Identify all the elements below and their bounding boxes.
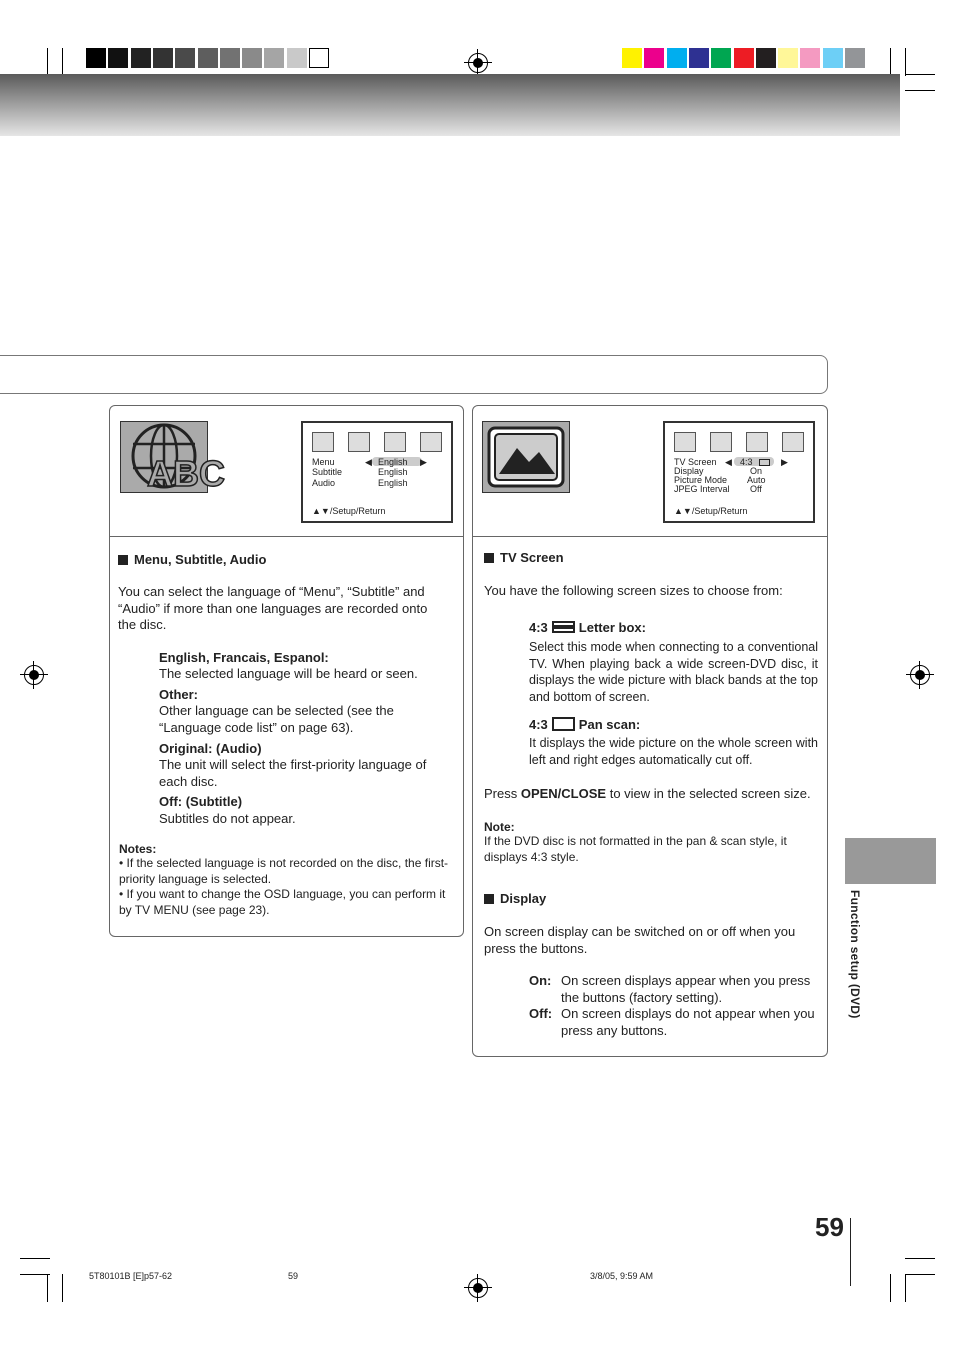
note-title: Note:: [484, 820, 515, 834]
crop-mark: [62, 48, 63, 76]
osd-value: Auto: [747, 475, 766, 485]
picture-icon: [348, 432, 370, 452]
osd-value: English: [378, 457, 408, 467]
osd-label: Audio: [312, 478, 336, 488]
color-swatch: [175, 48, 195, 68]
color-swatch: [845, 48, 865, 68]
footer-file: 5T80101B [E]p57-62: [89, 1271, 173, 1281]
color-swatch: [153, 48, 173, 68]
mountain-picture-icon: [482, 421, 570, 493]
notes-title: Notes:: [119, 842, 157, 856]
section-heading: TV Screen: [484, 550, 564, 567]
crop-mark: [890, 1274, 891, 1302]
option-desc: The unit will select the first-priority language of each disc.: [159, 757, 427, 789]
letterbox-icon: [552, 621, 575, 633]
press-instruction: Press OPEN/CLOSE to view in the selected screen size.: [484, 786, 811, 801]
osd-value: English: [378, 467, 408, 477]
osd-footer: ▲▼/Setup/Return: [674, 506, 748, 516]
right-arrow-icon: ▶: [420, 457, 427, 467]
tv-screen-osd: [663, 421, 815, 523]
color-swatch: [131, 48, 151, 68]
osd-label: JPEG Interval: [674, 484, 730, 494]
letterbox-mini-icon: [759, 459, 770, 466]
color-swatch: [264, 48, 284, 68]
option-term: English, Francais, Espanol:: [159, 650, 329, 665]
option-desc: The selected language will be heard or seen.: [159, 666, 418, 681]
section-title-bar: [0, 355, 828, 394]
osd-value: Off: [750, 484, 762, 494]
header-band: [0, 74, 900, 136]
language-osd-screen: [301, 421, 453, 523]
left-arrow-icon: ◀: [365, 457, 372, 467]
right-arrow-icon: ▶: [781, 457, 788, 467]
color-swatch: [309, 48, 329, 68]
crop-mark: [47, 1274, 48, 1302]
registration-mark-icon: [468, 53, 488, 73]
color-swatch: [622, 48, 642, 68]
left-arrow-icon: ◀: [725, 457, 732, 467]
option-desc: Subtitles do not appear.: [159, 811, 296, 826]
osd-label: Picture Mode: [674, 475, 728, 485]
osd-footer: ▲▼/Setup/Return: [312, 506, 386, 516]
crop-mark: [47, 48, 48, 76]
registration-mark-icon: [910, 665, 930, 685]
osd-value: English: [378, 478, 408, 488]
note-item: • If the selected language is not recorded on the disc, the first-priority language is selected.: [119, 856, 449, 886]
chapter-tab: [845, 838, 936, 884]
footer-datetime: 3/8/05, 9:59 AM: [590, 1271, 654, 1281]
pan-scan-icon: [552, 717, 575, 731]
intro-paragraph: You can select the language of “Menu”, “Subtitle” and “Audio” if more than one languages are recorded onto the disc.: [118, 584, 428, 632]
globe-icon: [674, 432, 696, 452]
globe-icon: [312, 432, 334, 452]
speaker-icon: [746, 432, 768, 452]
note-item: • If you want to change the OSD language, you can perform it by TV MENU (see page 23).: [119, 887, 446, 917]
color-swatch: [86, 48, 106, 68]
settings-icon: [782, 432, 804, 452]
color-swatch: [734, 48, 754, 68]
registration-mark-icon: [468, 1278, 488, 1298]
settings-icon: [420, 432, 442, 452]
crop-mark: [905, 74, 935, 75]
panscan-desc: It displays the wide picture on the whole screen with left and right edges automatically cut off.: [529, 736, 818, 767]
color-swatch: [242, 48, 262, 68]
crop-mark: [20, 1258, 50, 1259]
square-bullet-icon: [484, 894, 494, 904]
letterbox-heading: 4:3 Letter box:: [529, 620, 646, 635]
section-heading: Display: [484, 891, 546, 908]
color-swatch: [823, 48, 843, 68]
globe-abc-icon: [120, 421, 225, 494]
color-swatch: [108, 48, 128, 68]
chapter-label: Function setup (DVD): [848, 890, 862, 1019]
panscan-heading: 4:3 Pan scan:: [529, 717, 641, 732]
color-swatch: [800, 48, 820, 68]
color-swatch: [778, 48, 798, 68]
osd-label: TV Screen: [674, 457, 717, 467]
color-swatch: [287, 48, 307, 68]
tv-intro: You have the following screen sizes to choose from:: [484, 583, 783, 598]
crop-mark: [890, 48, 891, 76]
letterbox-desc: Select this mode when connecting to a conventional TV. When playing back a wide screen-DVD disc, it displays the wide picture with black bands at the top and bottom of screen.: [529, 640, 818, 704]
color-swatch: [667, 48, 687, 68]
footer-page: 59: [288, 1271, 299, 1281]
page-number: 59: [815, 1212, 844, 1242]
color-swatch: [711, 48, 731, 68]
square-bullet-icon: [118, 555, 128, 565]
color-swatch: [220, 48, 240, 68]
crop-mark: [905, 48, 906, 76]
crop-mark: [905, 1258, 935, 1259]
osd-label: Display: [674, 466, 704, 476]
crop-mark: [62, 1274, 63, 1302]
option-desc: Other language can be selected (see the “Language code list” on page 63).: [159, 703, 394, 735]
crop-mark: [905, 90, 935, 91]
color-swatch: [756, 48, 776, 68]
option-term: Original: (Audio): [159, 741, 262, 756]
section-heading: Menu, Subtitle, Audio: [118, 552, 266, 569]
display-intro: On screen display can be switched on or off when you press the buttons.: [484, 924, 796, 956]
on-term: On:: [529, 973, 552, 988]
note-text: If the DVD disc is not formatted in the pan & scan style, it displays 4:3 style.: [484, 834, 787, 864]
color-swatch: [689, 48, 709, 68]
osd-value: On: [750, 466, 763, 476]
off-term: Off:: [529, 1006, 553, 1021]
crop-mark: [20, 1274, 50, 1275]
option-term: Other:: [159, 687, 198, 702]
off-desc: On screen displays do not appear when you press any buttons.: [561, 1006, 815, 1038]
picture-icon: [710, 432, 732, 452]
osd-value: 4:3: [740, 457, 753, 467]
color-swatch: [644, 48, 664, 68]
speaker-icon: [384, 432, 406, 452]
abc-glyph: ABC: [147, 453, 225, 494]
option-term: Off: (Subtitle): [159, 794, 243, 809]
crop-mark: [905, 1274, 906, 1302]
osd-label: Subtitle: [312, 467, 343, 477]
osd-label: Menu: [312, 457, 335, 467]
registration-mark-icon: [24, 665, 44, 685]
page-number-rule: [850, 1218, 851, 1286]
color-swatch: [198, 48, 218, 68]
on-desc: On screen displays appear when you press the buttons (factory setting).: [561, 973, 811, 1005]
crop-mark: [905, 1274, 935, 1275]
square-bullet-icon: [484, 553, 494, 563]
